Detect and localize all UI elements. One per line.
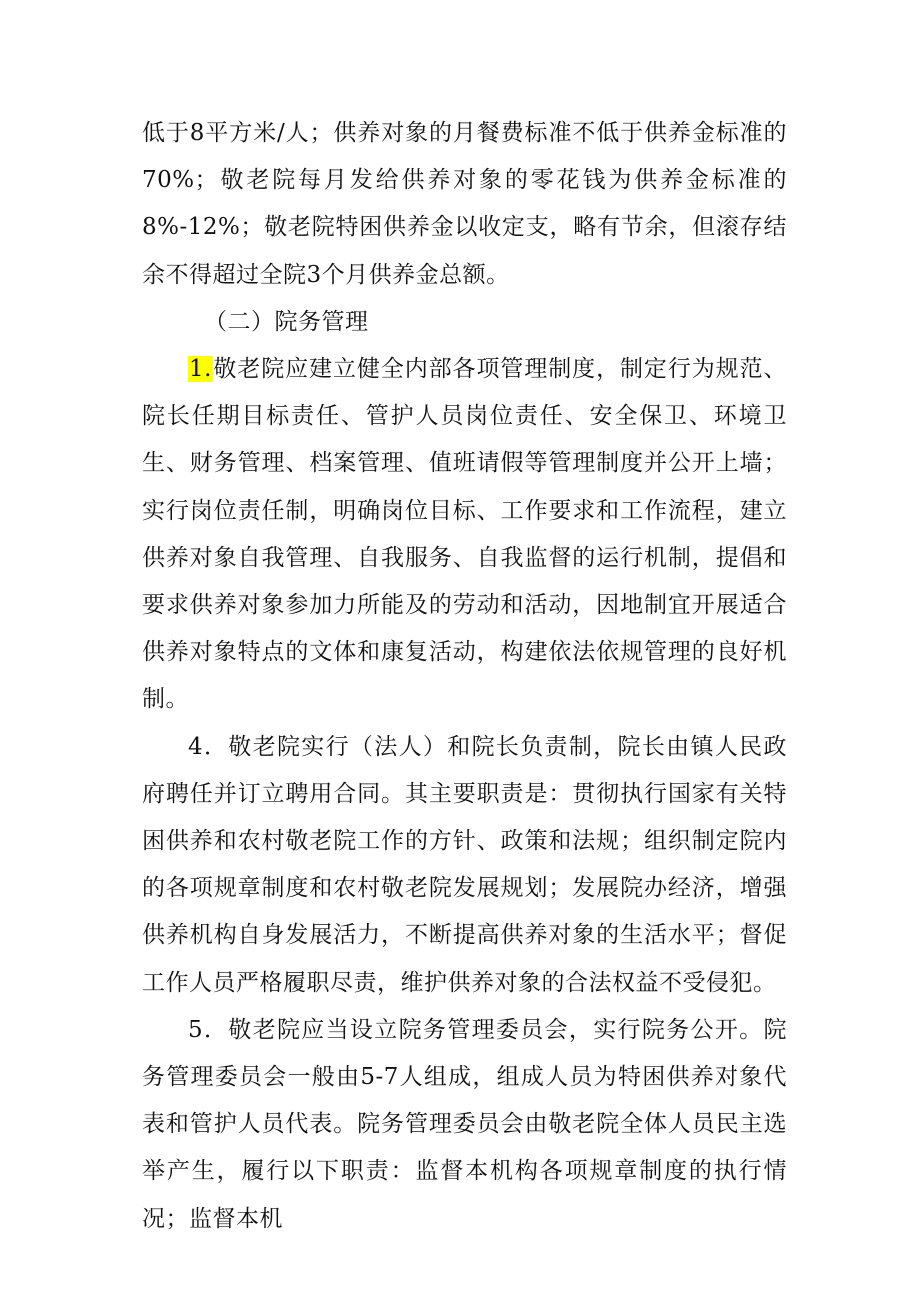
paragraph-item-4: 4．敬老院实行（法人）和院长负责制，院长由镇人民政府聘任并订立聘用合同。其主要职责是：贯彻执行国家有关特困供养和农村敬老院工作的方针、政策和法规；组织制定院内的各项规章制度和农村敬老院发展规划；发展院办经济，增强供养机构自身发展活力，不断提高供养对象的生活水平；督促工作人员严格履职尽责，维护供养对象的合法权益不受侵犯。 [142,733,787,996]
paragraph-item-1 [142,346,787,724]
section-heading: （二）院务管理 [204,308,369,335]
paragraph-item-1-text: 敬老院应建立健全内部各项管理制度，制定行为规范、院长任期目标责任、管护人员岗位责任、安全保卫、环境卫生、财务管理、档案管理、值班请假等管理制度并公开上墙；实行岗位责任制，明确岗位目标、工作要求和工作流程，建立供养对象自我管理、自我服务、自我监督的运行机制，提倡和要求供养对象参加力所能及的劳动和活动，因地制宜开展适合供养对象特点的文体和康复活动，构建依法依规管理的良好机制。 [142,356,787,713]
paragraph-item-5: 5．敬老院应当设立院务管理委员会，实行院务公开。院务管理委员会一般由5-7人组成，组成人员为特困供养对象代表和管护人员代表。院务管理委员会由敬老院全体人员民主选举产生，履行以下职责：监督本机构各项规章制度的执行情况；监督本机 [142,1016,787,1232]
document-body [142,110,787,1243]
paragraph-standards: 低于8平方米/人；供养对象的月餐费标准不低于供养金标准的70%；敬老院每月发给供养对象的零花钱为供养金标准的8%-12%；敬老院特困供养金以收定支，略有节余，但滚存结余不得超过全院3个月供养金总额。 [142,120,787,288]
item-number-highlighted: 1. [189,356,212,383]
